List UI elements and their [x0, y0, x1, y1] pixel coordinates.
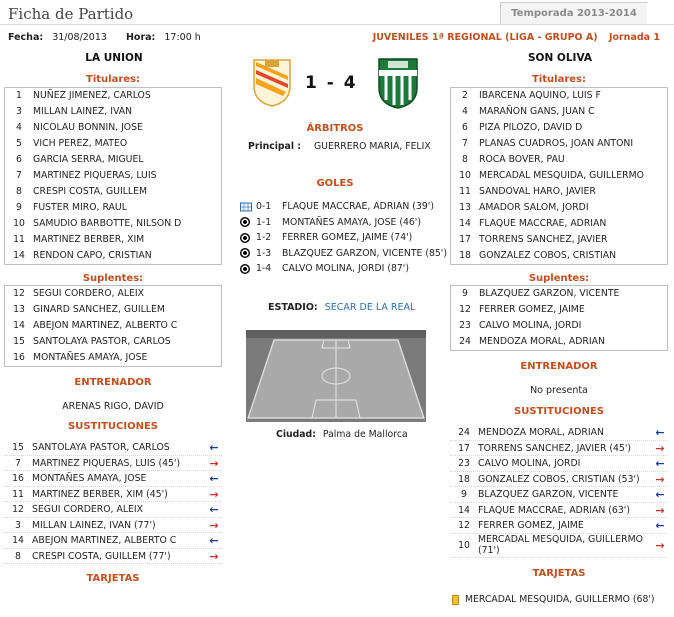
player-name: MENDOZA MORAL, ADRIAN [479, 336, 605, 347]
player-name: BLAZQUEZ GARZON, VICENTE [478, 489, 619, 500]
list-item [451, 104, 667, 120]
player-name: ROCA BOVER, PAU [479, 154, 565, 165]
home-suplentes-list [4, 285, 222, 367]
list-item [5, 152, 221, 168]
player-number: 10 [458, 539, 470, 551]
home-entrenador-title: ENTRENADOR [74, 377, 152, 388]
stadium-image [246, 330, 426, 422]
substitution-row [4, 549, 222, 565]
player-name: SEGUI CORDERO, ALEIX [33, 288, 144, 299]
arrow-left-icon: ← [655, 488, 665, 501]
arrow-left-icon: ← [209, 503, 219, 516]
goal-scorer: MONTAÑES AMAYA, JOSE (46') [282, 216, 421, 228]
player-name: MARTINEZ PIQUERAS, LUIS [33, 170, 157, 181]
header-divider [0, 24, 674, 25]
player-number: 14 [458, 504, 470, 516]
goal-mark: 1-4 [256, 263, 272, 274]
goles-title: GOLES [316, 178, 354, 189]
list-item [451, 334, 667, 350]
player-number: 10 [459, 170, 471, 181]
player-name: MENDOZA MORAL, ADRIAN [478, 427, 604, 438]
player-number: 7 [15, 457, 21, 469]
list-item [5, 200, 221, 216]
player-number: 9 [462, 288, 468, 299]
player-number: 12 [13, 288, 25, 299]
player-number: 3 [15, 519, 21, 531]
player-name: NICOLAU BONNIN, JOSE [33, 122, 143, 133]
list-item [451, 184, 667, 200]
away-suplentes-title: Suplentes: [528, 273, 590, 284]
goal-mark: 1-2 [256, 232, 272, 243]
player-name: MONTAÑES AMAYA, JOSE [32, 473, 147, 484]
player-name: GARCIA SERRA, MIGUEL [33, 154, 144, 165]
player-number: 14 [12, 535, 24, 546]
home-crest-icon [250, 56, 294, 108]
list-item [5, 168, 221, 184]
player-number: 7 [16, 170, 22, 181]
player-name: SANTOLAYA PASTOR, CARLOS [32, 442, 170, 453]
away-titulares-list [450, 87, 668, 265]
player-name: MERCADAL MESQUIDA, GUILLERMO [479, 170, 644, 181]
arrow-left-icon: ← [209, 441, 219, 454]
player-number: 18 [459, 250, 471, 261]
player-name: RENDON CAPO, CRISTIAN [33, 250, 152, 261]
player-number: 11 [13, 234, 25, 245]
season-tab[interactable]: Temporada 2013-2014 [500, 2, 648, 24]
list-item [5, 318, 221, 334]
list-item [451, 168, 667, 184]
player-name: TORRENS SANCHEZ, JAVIER (45') [478, 442, 631, 454]
player-number: 8 [16, 186, 22, 197]
player-number: 10 [13, 218, 25, 229]
home-tarjetas-title: TARJETAS [86, 573, 140, 584]
arrow-left-icon: ← [209, 534, 219, 547]
player-name: FERRER GOMEZ, JAIME [478, 520, 584, 531]
stadium-link[interactable]: SECAR DE LA REAL [324, 302, 416, 313]
list-item [5, 120, 221, 136]
player-number: 16 [13, 352, 25, 363]
player-number: 11 [12, 488, 24, 500]
substitution-row [450, 425, 668, 441]
list-item [451, 120, 667, 136]
home-titulares-title: Titulares: [86, 74, 140, 85]
ball-icon [240, 233, 250, 243]
goal-row [240, 246, 447, 261]
list-item [451, 318, 667, 334]
ball-icon [240, 217, 250, 227]
list-item [451, 88, 667, 104]
list-item [451, 136, 667, 152]
player-name: PLANAS CUADROS, JOAN ANTONI [479, 138, 634, 149]
list-item [451, 286, 667, 302]
away-sustituciones-list [450, 425, 668, 558]
player-number: 1 [16, 90, 22, 101]
list-item [5, 286, 221, 302]
player-name: SAMUDIO BARBOTTE, NILSON D [33, 218, 182, 229]
away-tarjetas-title: TARJETAS [532, 568, 586, 579]
player-name: MARAÑON GANS, JUAN C [479, 106, 595, 117]
substitution-row [450, 503, 668, 519]
arrow-right-icon: → [655, 472, 665, 486]
list-item [5, 88, 221, 104]
player-number: 8 [462, 154, 468, 165]
list-item [451, 216, 667, 232]
player-name: CALVO MOLINA, JORDI [478, 458, 581, 469]
goal-row [240, 215, 421, 230]
substitution-row [450, 456, 668, 472]
substitution-row [4, 502, 222, 518]
list-item [5, 302, 221, 318]
player-number: 13 [459, 202, 471, 213]
arbitros-title: ÁRBITROS [306, 123, 364, 134]
player-number: 3 [16, 106, 22, 117]
list-item [451, 248, 667, 264]
list-item [5, 232, 221, 248]
player-name: FLAQUE MACCRAE, ADRIAN (63') [478, 504, 630, 516]
away-entrenador-title: ENTRENADOR [520, 361, 598, 372]
player-number: 9 [461, 489, 467, 500]
substitution-row [450, 534, 668, 558]
substitution-row [4, 471, 222, 487]
player-number: 6 [462, 122, 468, 133]
home-team-name: LA UNION [85, 52, 143, 64]
away-team-name: SON OLIVA [528, 52, 592, 64]
player-name: BLAZQUEZ GARZON, VICENTE [479, 288, 620, 299]
away-entrenador-name: No presenta [530, 385, 588, 396]
player-name: FLAQUE MACCRAE, ADRIAN [479, 218, 607, 229]
home-suplentes-title: Suplentes: [82, 273, 144, 284]
arrow-right-icon: → [209, 487, 219, 501]
list-item [5, 184, 221, 200]
player-number: 15 [13, 336, 25, 347]
goal-row [240, 199, 434, 214]
list-item [451, 152, 667, 168]
player-name: FERRER GOMEZ, JAIME [479, 304, 585, 315]
arrow-left-icon: ← [209, 472, 219, 485]
player-number: 4 [16, 122, 22, 133]
list-item [451, 200, 667, 216]
goal-mark: 0-1 [256, 201, 272, 212]
player-number: 12 [12, 504, 24, 515]
list-item [5, 136, 221, 152]
away-card-row: MERCADAL MESQUIDA, GUILLERMO (68') [452, 594, 655, 605]
player-name: MERCADAL MESQUIDA, GUILLERMO (71') [478, 534, 643, 556]
player-number: 15 [12, 442, 24, 453]
away-titulares-title: Titulares: [532, 74, 586, 85]
substitution-row [450, 487, 668, 503]
substitution-row [4, 487, 222, 503]
home-titulares-list [4, 87, 222, 265]
goal-scorer: CALVO MOLINA, JORDI (87') [282, 263, 409, 274]
arrow-left-icon: ← [655, 457, 665, 470]
player-number: 7 [462, 138, 468, 149]
player-number: 23 [458, 458, 470, 469]
goal-mark: 1-1 [256, 216, 272, 228]
player-number: 14 [13, 320, 25, 331]
substitution-row [4, 518, 222, 534]
player-number: 13 [13, 304, 25, 315]
away-sustituciones-title: SUSTITUCIONES [514, 406, 604, 417]
player-number: 24 [459, 336, 471, 347]
list-item [5, 104, 221, 120]
player-name: GINARD SANCHEZ, GUILLEM [33, 304, 165, 315]
player-name: SANDOVAL HARO, JAVIER [479, 186, 596, 197]
stadium-row: ESTADIO: SECAR DE LA REAL [268, 302, 416, 313]
player-name: CRESPI COSTA, GUILLEM [33, 186, 147, 197]
player-number: 6 [16, 154, 22, 165]
ball-icon [240, 264, 250, 274]
player-number: 24 [458, 427, 470, 438]
referee-row: Principal : GUERRERO MARIA, FELIX [248, 141, 431, 152]
home-sustituciones-title: SUSTITUCIONES [68, 421, 158, 432]
home-entrenador-name: ARENAS RIGO, DAVID [62, 401, 164, 412]
player-name: TORRENS SANCHEZ, JAVIER [479, 234, 608, 245]
player-name: MARTINEZ BERBER, XIM [33, 234, 145, 245]
substitution-row [4, 533, 222, 549]
goal-scorer: FLAQUE MACCRAE, ADRIAN (39') [282, 201, 434, 212]
substitution-row [4, 456, 222, 472]
goal-row [240, 261, 409, 276]
substitution-row [4, 440, 222, 456]
match-score: 1 - 4 [305, 73, 358, 93]
list-item [5, 334, 221, 350]
list-item [451, 232, 667, 248]
goal-row [240, 230, 412, 245]
player-name: MILLAN LAINEZ, IVAN (77') [32, 519, 156, 531]
player-name: CALVO MOLINA, JORDI [479, 320, 582, 331]
player-name: SEGUI CORDERO, ALEIX [32, 504, 143, 515]
player-name: SANTOLAYA PASTOR, CARLOS [33, 336, 171, 347]
substitution-row [450, 441, 668, 457]
league-info: JUVENILES 1ª REGIONAL (LIGA - GRUPO A) Jornada 1 [372, 32, 660, 43]
page-title: Ficha de Partido [8, 5, 134, 23]
player-number: 4 [462, 106, 468, 117]
player-name: MARTINEZ PIQUERAS, LUIS (45') [32, 457, 181, 469]
player-name: CRESPI COSTA, GUILLEM (77') [32, 550, 171, 562]
arrow-left-icon: ← [655, 426, 665, 439]
ball-icon [240, 248, 250, 258]
player-name: PIZA PILOZO, DAVID D [479, 122, 583, 133]
player-number: 11 [459, 186, 471, 197]
player-name: VICH PEREZ, MATEO [33, 138, 128, 149]
substitution-row [450, 472, 668, 488]
player-number: 8 [15, 550, 21, 562]
arrow-right-icon: → [655, 538, 665, 552]
player-name: MONTAÑES AMAYA, JOSE [33, 352, 148, 363]
player-number: 16 [12, 473, 24, 484]
player-number: 12 [458, 520, 470, 531]
player-number: 9 [16, 202, 22, 213]
yellow-card-icon [452, 595, 459, 605]
arrow-right-icon: → [209, 456, 219, 470]
home-sustituciones-list [4, 440, 222, 564]
away-crest-icon [376, 56, 420, 110]
player-number: 23 [459, 320, 471, 331]
goal-scorer: FERRER GOMEZ, JAIME (74') [282, 232, 413, 243]
city-row: Ciudad: Palma de Mallorca [276, 429, 408, 440]
player-number: 17 [458, 442, 470, 454]
player-name: AMADOR SALOM, JORDI [479, 202, 589, 213]
player-number: 18 [458, 473, 470, 485]
player-name: GONZALEZ COBOS, CRISTIAN [479, 250, 617, 261]
player-number: 14 [459, 218, 471, 229]
arrow-right-icon: → [655, 503, 665, 517]
goal-mark: 1-3 [256, 247, 272, 259]
player-number: 17 [459, 234, 471, 245]
substitution-row [450, 518, 668, 534]
player-number: 5 [16, 138, 22, 149]
player-number: 2 [462, 90, 468, 101]
player-name: MILLAN LAINEZ, IVAN [33, 106, 133, 117]
player-name: FUSTER MIRO, RAUL [33, 202, 127, 213]
arrow-right-icon: → [209, 549, 219, 563]
player-name: IBARCENA AQUINO, LUIS F [479, 90, 601, 101]
goal-scorer: BLAZQUEZ GARZON, VICENTE (85') [282, 247, 447, 259]
player-number: 14 [13, 250, 25, 261]
list-item [5, 350, 221, 366]
away-suplentes-list [450, 285, 668, 351]
player-name: GONZALEZ COBOS, CRISTIAN (53') [478, 473, 640, 485]
match-date: Fecha: 31/08/2013 Hora: 17:00 h [8, 32, 201, 43]
list-item [451, 302, 667, 318]
list-item [5, 248, 221, 264]
player-name: MARTINEZ BERBER, XIM (45') [32, 488, 168, 500]
list-item [5, 216, 221, 232]
player-name: NUÑEZ JIMENEZ, CARLOS [33, 90, 151, 101]
player-name: ABEJON MARTINEZ, ALBERTO C [32, 535, 177, 546]
arrow-right-icon: → [655, 441, 665, 455]
player-number: 12 [459, 304, 471, 315]
arrow-left-icon: ← [655, 519, 665, 532]
own-goal-icon [240, 202, 252, 212]
arrow-right-icon: → [209, 518, 219, 532]
player-name: ABEJON MARTINEZ, ALBERTO C [33, 320, 178, 331]
